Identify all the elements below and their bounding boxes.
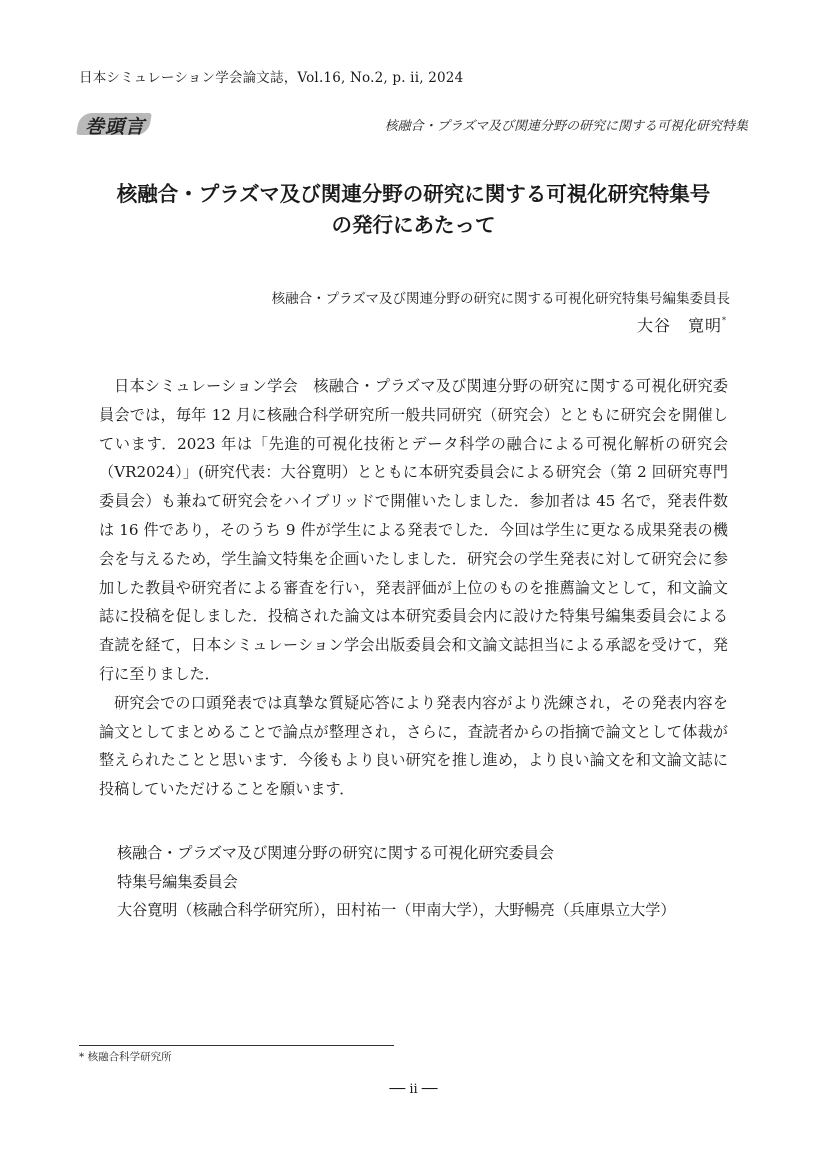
running-title: 核融合・プラズマ及び関連分野の研究に関する可視化研究特集 bbox=[384, 119, 748, 134]
article-title-line-2: の発行にあたって bbox=[331, 213, 496, 237]
committee-signature bbox=[117, 839, 675, 925]
body-paragraph: 日本シミュレーション学会 核融合・プラズマ及び関連分野の研究に関する可視化研究委員会では，毎年 12 月に核融合科学研究所一般共同研究（研究会）とともに研究会を開催しています．2023 年は「先進的可視化技術とデータ科学の融合による可視化解析の研究会（VR2024）」(研究代表：大谷寛明）とともに本研究委員会による研究会（第 2 回研究専門委員会）も兼ねて研究会をハイブリッドで開催いたしました．参加者は 45 名で，発表件数は 16 件であり，そのうち 9 件が学生による発表でした．今回は学生に更なる成果発表の機会を与えるため，学生論文特集を企画いたしました．研究会の学生発表に対して研究会に参加した教員や研究者による審査を行い，発表評価が上位のものを推薦論文として，和文論文誌に投稿を促しました．投稿された論文は本研究委員会内に設けた特集号編集委員会による査読を経て，日本シミュレーション学会出版委員会和文論文誌担当による承認を受けて，発行に至りました． bbox=[99, 377, 728, 683]
editorial-committee: 特集号編集委員会 bbox=[117, 872, 238, 891]
committee-name: 核融合・プラズマ及び関連分野の研究に関する可視化研究委員会 bbox=[117, 844, 554, 862]
footnote-mark: * bbox=[722, 315, 727, 325]
article-title-line-1: 核融合・プラズマ及び関連分野の研究に関する可視化研究特集号 bbox=[116, 182, 711, 206]
article-title bbox=[60, 179, 767, 241]
page-number: ── ii ── bbox=[389, 1082, 438, 1097]
committee-members: 大谷寛明（核融合科学研究所），田村祐一（甲南大学），大野暢亮（兵庫県立大学） bbox=[117, 901, 676, 919]
journal-header: 日本シミュレーション学会論文誌，Vol.16, No.2, p. ii, 2024 bbox=[79, 70, 464, 86]
author-affiliation: 核融合・プラズマ及び関連分野の研究に関する可視化研究特集号編集委員長 bbox=[271, 291, 730, 307]
section-badge-label: 巻頭言 bbox=[85, 116, 146, 138]
author-name-text: 大谷 寛明 bbox=[636, 316, 722, 335]
body-text bbox=[99, 372, 728, 804]
footnote-divider bbox=[79, 1045, 394, 1046]
body-paragraph: 研究会での口頭発表では真摯な質疑応答により発表内容がより洗練され，その発表内容を論文としてまとめることで論点が整理され，さらに，査読者からの指摘で論文として体裁が整えられたことと思います．今後もより良い研究を推し進め，より良い論文を和文論文誌に投稿していただけることを願います． bbox=[99, 693, 728, 799]
section-badge bbox=[78, 110, 158, 142]
author-name bbox=[637, 313, 727, 336]
footnote: * 核融合科学研究所 bbox=[79, 1051, 172, 1063]
